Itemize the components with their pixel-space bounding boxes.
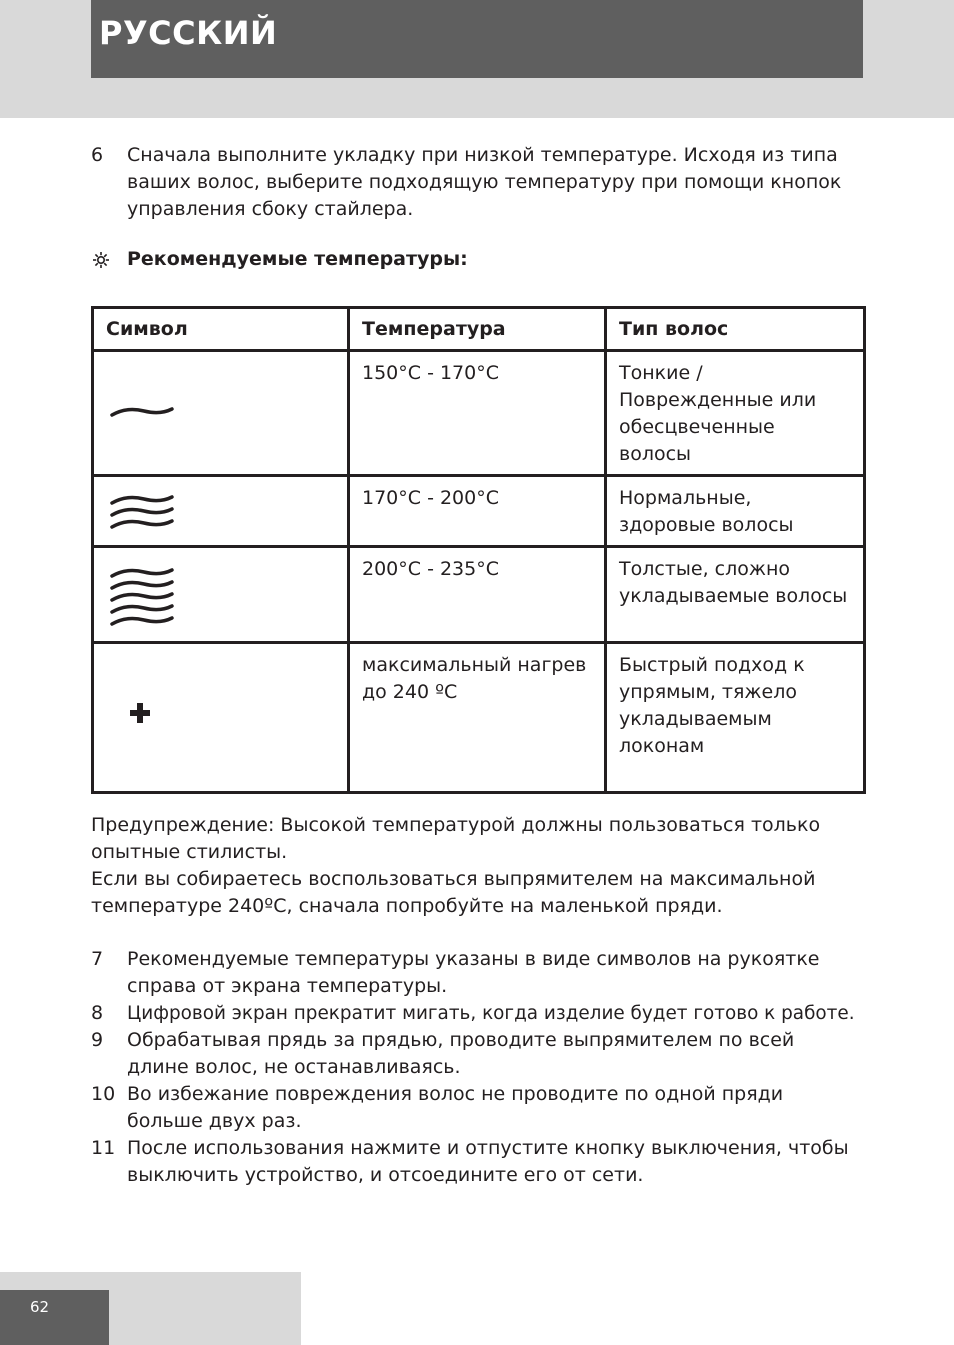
step-number: 10 xyxy=(91,1083,116,1105)
table-row xyxy=(93,643,865,793)
wave-1-icon xyxy=(110,405,174,417)
step-text: Рекомендуемые температуры указаны в виде символов на рукоятке справа от экрана температуры. xyxy=(127,948,820,997)
page-title: РУССКИЙ xyxy=(99,14,278,52)
step-text: После использования нажмите и отпустите кнопку выключения, чтобы выключить устройство, и отсоедините его от сети. xyxy=(127,1137,849,1186)
warning-text: Предупреждение: Высокой температурой должны пользоваться только опытные стилисты. xyxy=(91,814,821,863)
hair-type-cell: Быстрый подход к упрямым, тяжело укладываемым локонам xyxy=(606,643,865,793)
step-number: 11 xyxy=(91,1137,116,1159)
temperature-cell: 200°C - 235°C xyxy=(349,547,606,643)
page-number-box xyxy=(0,1290,109,1345)
column-header-temperature: Температура xyxy=(349,308,606,351)
list-item-step-10 xyxy=(91,1081,861,1135)
hair-type-cell: Нормальные, здоровые волосы xyxy=(606,476,865,547)
list-item-step-11 xyxy=(91,1135,861,1189)
step-number: 9 xyxy=(91,1029,104,1051)
symbol-cell xyxy=(93,643,349,793)
plus-icon xyxy=(130,703,150,723)
symbol-cell xyxy=(93,351,349,476)
column-header-symbol: Символ xyxy=(93,308,349,351)
list-item-step-9 xyxy=(91,1027,861,1081)
step-number: 7 xyxy=(91,948,104,970)
temperature-table xyxy=(91,306,866,794)
table-row xyxy=(93,476,865,547)
symbol-cell xyxy=(93,476,349,547)
wave-2-icon xyxy=(110,493,174,529)
list-item-step-7 xyxy=(91,946,861,1000)
table-row xyxy=(93,547,865,643)
step-number: 8 xyxy=(91,1002,104,1024)
table-row xyxy=(93,351,865,476)
temperature-cell: 170°C - 200°C xyxy=(349,476,606,547)
hair-type-cell: Толстые, сложно укладываемые волосы xyxy=(606,547,865,643)
tip-text: Рекомендуемые температуры: xyxy=(127,248,468,270)
sun-icon xyxy=(91,252,111,268)
step-text: Во избежание повреждения волос не проводите по одной пряди больше двух раз. xyxy=(127,1083,784,1132)
step-number: 6 xyxy=(91,144,104,166)
recommended-temperatures-heading xyxy=(91,246,468,273)
list-item-step-8 xyxy=(91,1000,861,1027)
step-text: Цифровой экран прекратит мигать, когда изделие будет готово к работе. xyxy=(127,1003,855,1024)
warning-paragraph xyxy=(91,812,861,920)
symbol-cell xyxy=(93,547,349,643)
temperature-cell: максимальный нагрев до 240 ºC xyxy=(349,643,606,793)
temperature-cell: 150°C - 170°C xyxy=(349,351,606,476)
language-title-bar xyxy=(91,0,863,78)
step-text: Сначала выполните укладку при низкой температуре. Исходя из типа ваших волос, выберите подходящую температуру при помощи кнопок управления сбоку стайлера. xyxy=(127,144,842,220)
wave-4-icon xyxy=(110,566,174,628)
hair-type-cell: Тонкие / Поврежденные или обесцвеченные волосы xyxy=(606,351,865,476)
page-number: 62 xyxy=(30,1298,50,1316)
column-header-hair-type: Тип волос xyxy=(606,308,865,351)
step-text: Обрабатывая прядь за прядью, проводите выпрямителем по всей длине волос, не останавливаясь. xyxy=(127,1029,795,1078)
warning-text: Если вы собираетесь воспользоваться выпрямителем на максимальной температуре 240ºC, сначала попробуйте на маленькой пряди. xyxy=(91,868,816,917)
list-item-step-6 xyxy=(91,142,861,223)
table-header-row xyxy=(93,308,865,351)
